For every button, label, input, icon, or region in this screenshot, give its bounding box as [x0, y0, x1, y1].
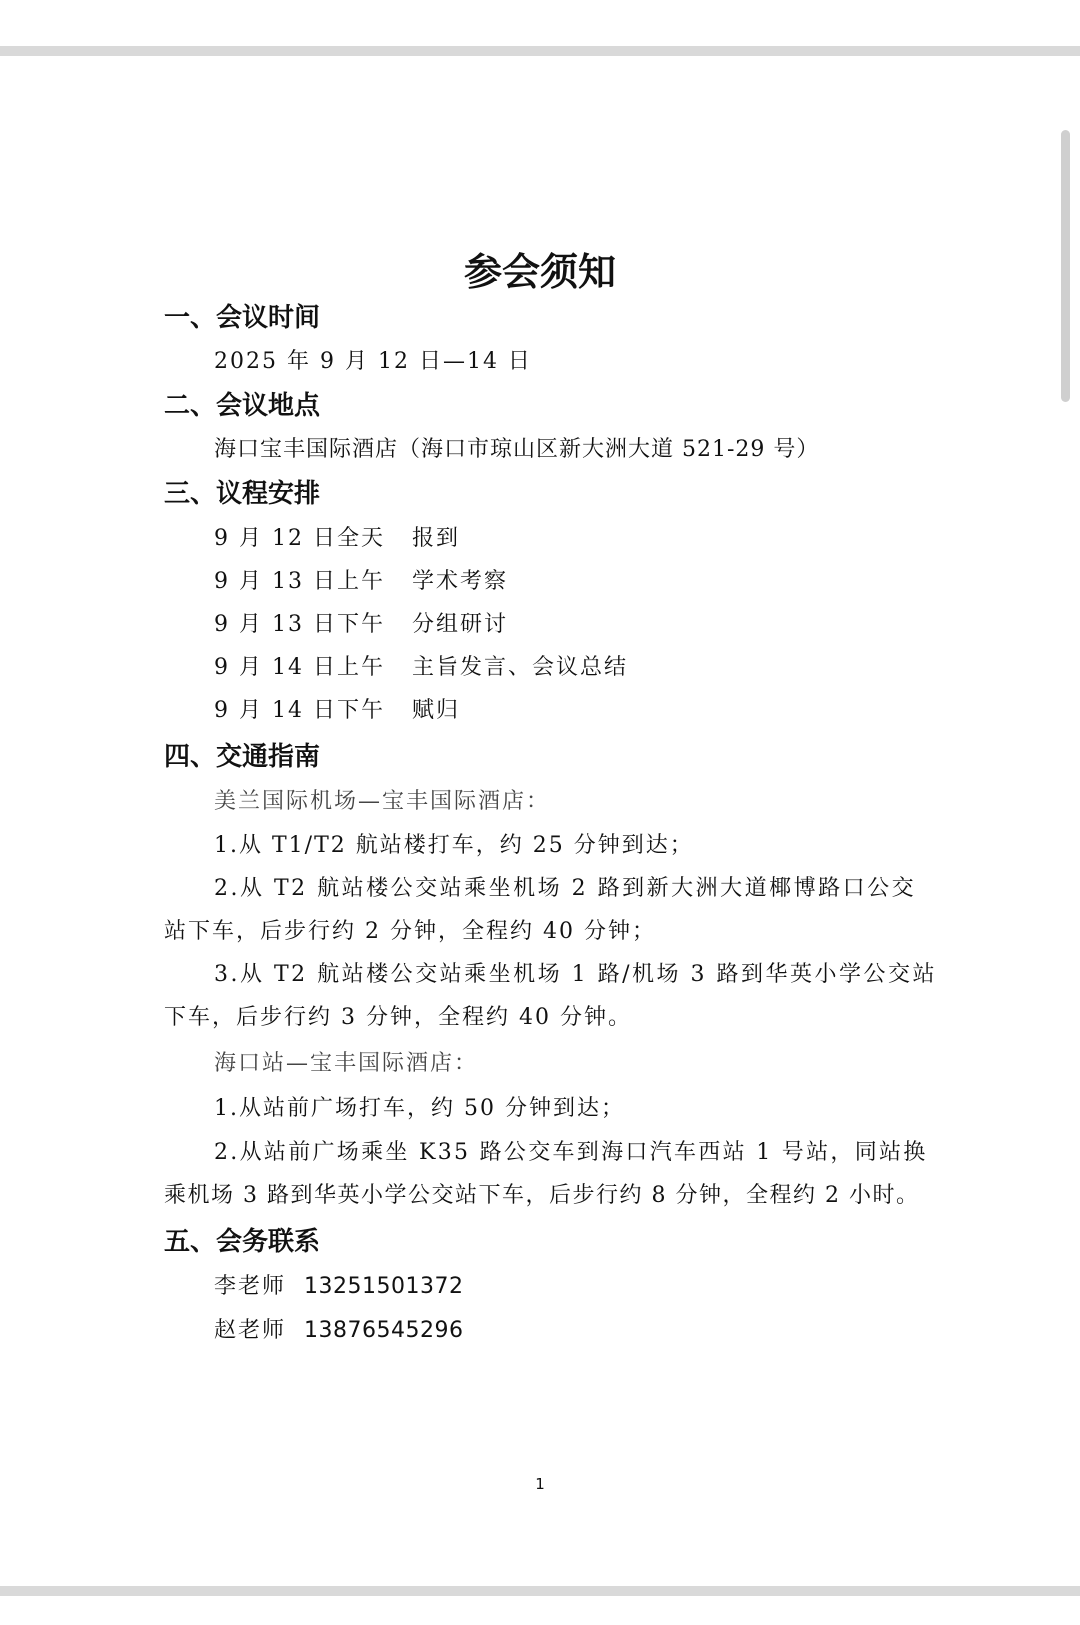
- section-heading-agenda: 三、议程安排: [164, 479, 321, 509]
- route-airport-step: 3.从 T2 航站楼公交站乘坐机场 1 路/机场 3 路到华英小学公交站: [214, 962, 938, 987]
- route-airport-step-cont: 站下车，后步行约 2 分钟，全程约 40 分钟；: [164, 919, 656, 944]
- route-airport-title: 美兰国际机场—宝丰国际酒店：: [214, 789, 551, 814]
- agenda-time: 9 月 14 日下午: [214, 698, 385, 723]
- meeting-date: 2025 年 9 月 12 日—14 日: [214, 349, 532, 374]
- page-number: 1: [535, 1475, 545, 1493]
- contact-name: 李老师: [214, 1274, 287, 1299]
- route-airport-step: 1.从 T1/T2 航站楼打车，约 25 分钟到达；: [214, 833, 694, 858]
- meeting-location: 海口宝丰国际酒店（海口市琼山区新大洲大道 521-29 号）: [214, 437, 820, 462]
- section-heading-transport: 四、交通指南: [164, 742, 321, 772]
- contact-phone: 13251501372: [304, 1274, 464, 1299]
- route-station-step-cont: 乘机场 3 路到华英小学公交站下车，后步行约 8 分钟，全程约 2 小时。: [164, 1183, 920, 1208]
- page-title: 参会须知: [463, 250, 616, 294]
- agenda-activity: 分组研讨: [412, 612, 509, 637]
- section-heading-time: 一、会议时间: [164, 303, 321, 333]
- route-station-step: 1.从站前广场打车，约 50 分钟到达；: [214, 1096, 625, 1121]
- bottom-divider-bar: [0, 1586, 1080, 1596]
- agenda-activity: 报到: [412, 526, 461, 551]
- agenda-activity: 赋归: [412, 698, 461, 723]
- route-station-title: 海口站—宝丰国际酒店：: [214, 1051, 479, 1076]
- section-heading-contact: 五、会务联系: [164, 1227, 321, 1257]
- agenda-time: 9 月 12 日全天: [214, 526, 385, 551]
- contact-name: 赵老师: [214, 1318, 287, 1343]
- agenda-activity: 学术考察: [412, 569, 509, 594]
- contact-phone: 13876545296: [304, 1318, 464, 1343]
- route-station-step: 2.从站前广场乘坐 K35 路公交车到海口汽车西站 1 号站，同站换: [214, 1140, 928, 1165]
- agenda-time: 9 月 13 日上午: [214, 569, 385, 594]
- route-airport-step: 2.从 T2 航站楼公交站乘坐机场 2 路到新大洲大道椰博路口公交: [214, 876, 917, 901]
- agenda-time: 9 月 13 日下午: [214, 612, 385, 637]
- section-heading-location: 二、会议地点: [164, 391, 321, 421]
- agenda-activity: 主旨发言、会议总结: [412, 655, 629, 680]
- route-airport-step-cont: 下车，后步行约 3 分钟，全程约 40 分钟。: [164, 1005, 632, 1030]
- agenda-time: 9 月 14 日上午: [214, 655, 385, 680]
